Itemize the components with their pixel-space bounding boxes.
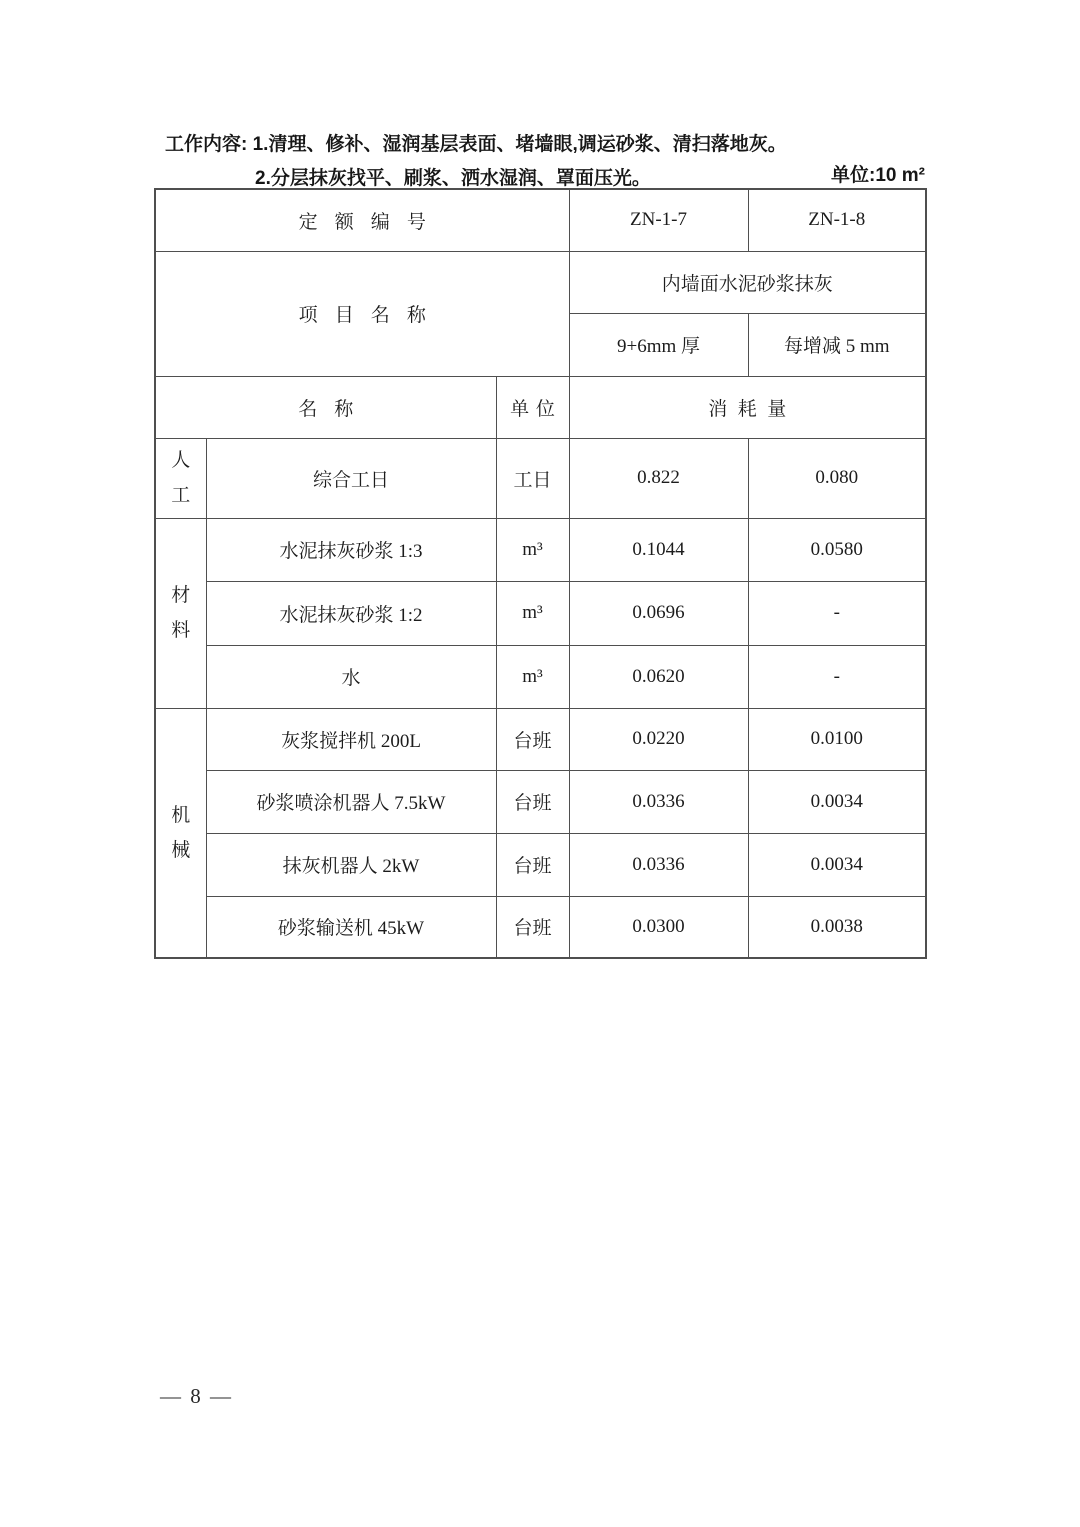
item-unit-cell: m³ bbox=[496, 581, 569, 645]
table-row bbox=[155, 376, 926, 438]
table-row bbox=[155, 708, 926, 770]
category-label: 材料 bbox=[171, 584, 191, 641]
item-name-cell: 水泥抹灰砂浆 1:2 bbox=[206, 581, 496, 645]
item-value-1-cell: 0.822 bbox=[569, 438, 748, 518]
item-value-1-cell: 0.0300 bbox=[569, 896, 748, 958]
item-name-cell: 综合工日 bbox=[206, 438, 496, 518]
work-content-line-2: 2.分层抹灰找平、刷浆、洒水湿润、罩面压光。 bbox=[255, 168, 651, 189]
variant-1-cell: 9+6mm 厚 bbox=[569, 313, 748, 376]
table-row bbox=[155, 896, 926, 958]
item-value-1-cell: 0.0620 bbox=[569, 645, 748, 708]
page-number: — 8 — bbox=[160, 1384, 233, 1408]
item-value-2-cell: - bbox=[748, 581, 926, 645]
variant-2-cell: 每增减 5 mm bbox=[748, 313, 926, 376]
work-content-block bbox=[165, 128, 935, 196]
table-row bbox=[155, 645, 926, 708]
item-unit-cell: m³ bbox=[496, 518, 569, 581]
item-value-1-cell: 0.0220 bbox=[569, 708, 748, 770]
item-value-1-cell: 0.1044 bbox=[569, 518, 748, 581]
project-group-title-cell: 内墙面水泥砂浆抹灰 bbox=[569, 251, 926, 313]
table-row bbox=[155, 833, 926, 896]
item-value-2-cell: 0.0100 bbox=[748, 708, 926, 770]
quota-number-label-cell: 定额编号 bbox=[155, 189, 569, 251]
category-label: 机械 bbox=[171, 804, 191, 861]
item-value-2-cell: 0.0034 bbox=[748, 770, 926, 833]
project-name-label-cell: 项目名称 bbox=[155, 251, 569, 376]
item-value-1-cell: 0.0336 bbox=[569, 770, 748, 833]
item-value-2-cell: 0.0038 bbox=[748, 896, 926, 958]
work-content-line-1: 工作内容: 1.清理、修补、湿润基层表面、堵墙眼,调运砂浆、清扫落地灰。 bbox=[165, 134, 787, 155]
item-unit-cell: 台班 bbox=[496, 833, 569, 896]
item-value-2-cell: 0.0580 bbox=[748, 518, 926, 581]
category-cell-machinery bbox=[155, 708, 206, 958]
item-name-cell: 水泥抹灰砂浆 1:3 bbox=[206, 518, 496, 581]
item-name-cell: 砂浆输送机 45kW bbox=[206, 896, 496, 958]
item-unit-cell: 台班 bbox=[496, 708, 569, 770]
item-name-cell: 灰浆搅拌机 200L bbox=[206, 708, 496, 770]
item-value-1-cell: 0.0336 bbox=[569, 833, 748, 896]
unit-label-cell: 单位 bbox=[496, 376, 569, 438]
category-label: 人工 bbox=[171, 449, 191, 506]
category-cell-material bbox=[155, 518, 206, 708]
item-value-2-cell: 0.080 bbox=[748, 438, 926, 518]
category-cell-labor bbox=[155, 438, 206, 518]
quota-table bbox=[154, 188, 927, 959]
item-value-2-cell: 0.0034 bbox=[748, 833, 926, 896]
item-value-1-cell: 0.0696 bbox=[569, 581, 748, 645]
table-row bbox=[155, 581, 926, 645]
table-row bbox=[155, 438, 926, 518]
item-name-cell: 砂浆喷涂机器人 7.5kW bbox=[206, 770, 496, 833]
quota-code-1-cell: ZN-1-7 bbox=[569, 189, 748, 251]
item-unit-cell: 工日 bbox=[496, 438, 569, 518]
item-unit-cell: m³ bbox=[496, 645, 569, 708]
item-unit-cell: 台班 bbox=[496, 896, 569, 958]
quota-code-2-cell: ZN-1-8 bbox=[748, 189, 926, 251]
table-row bbox=[155, 189, 926, 251]
table-row bbox=[155, 251, 926, 313]
item-name-cell: 水 bbox=[206, 645, 496, 708]
unit-note: 单位:10 m² bbox=[831, 165, 925, 186]
item-unit-cell: 台班 bbox=[496, 770, 569, 833]
item-value-2-cell: - bbox=[748, 645, 926, 708]
item-name-cell: 抹灰机器人 2kW bbox=[206, 833, 496, 896]
name-label-cell: 名称 bbox=[155, 376, 496, 438]
table-row bbox=[155, 770, 926, 833]
table-row bbox=[155, 518, 926, 581]
consumption-label-cell: 消耗量 bbox=[569, 376, 926, 438]
